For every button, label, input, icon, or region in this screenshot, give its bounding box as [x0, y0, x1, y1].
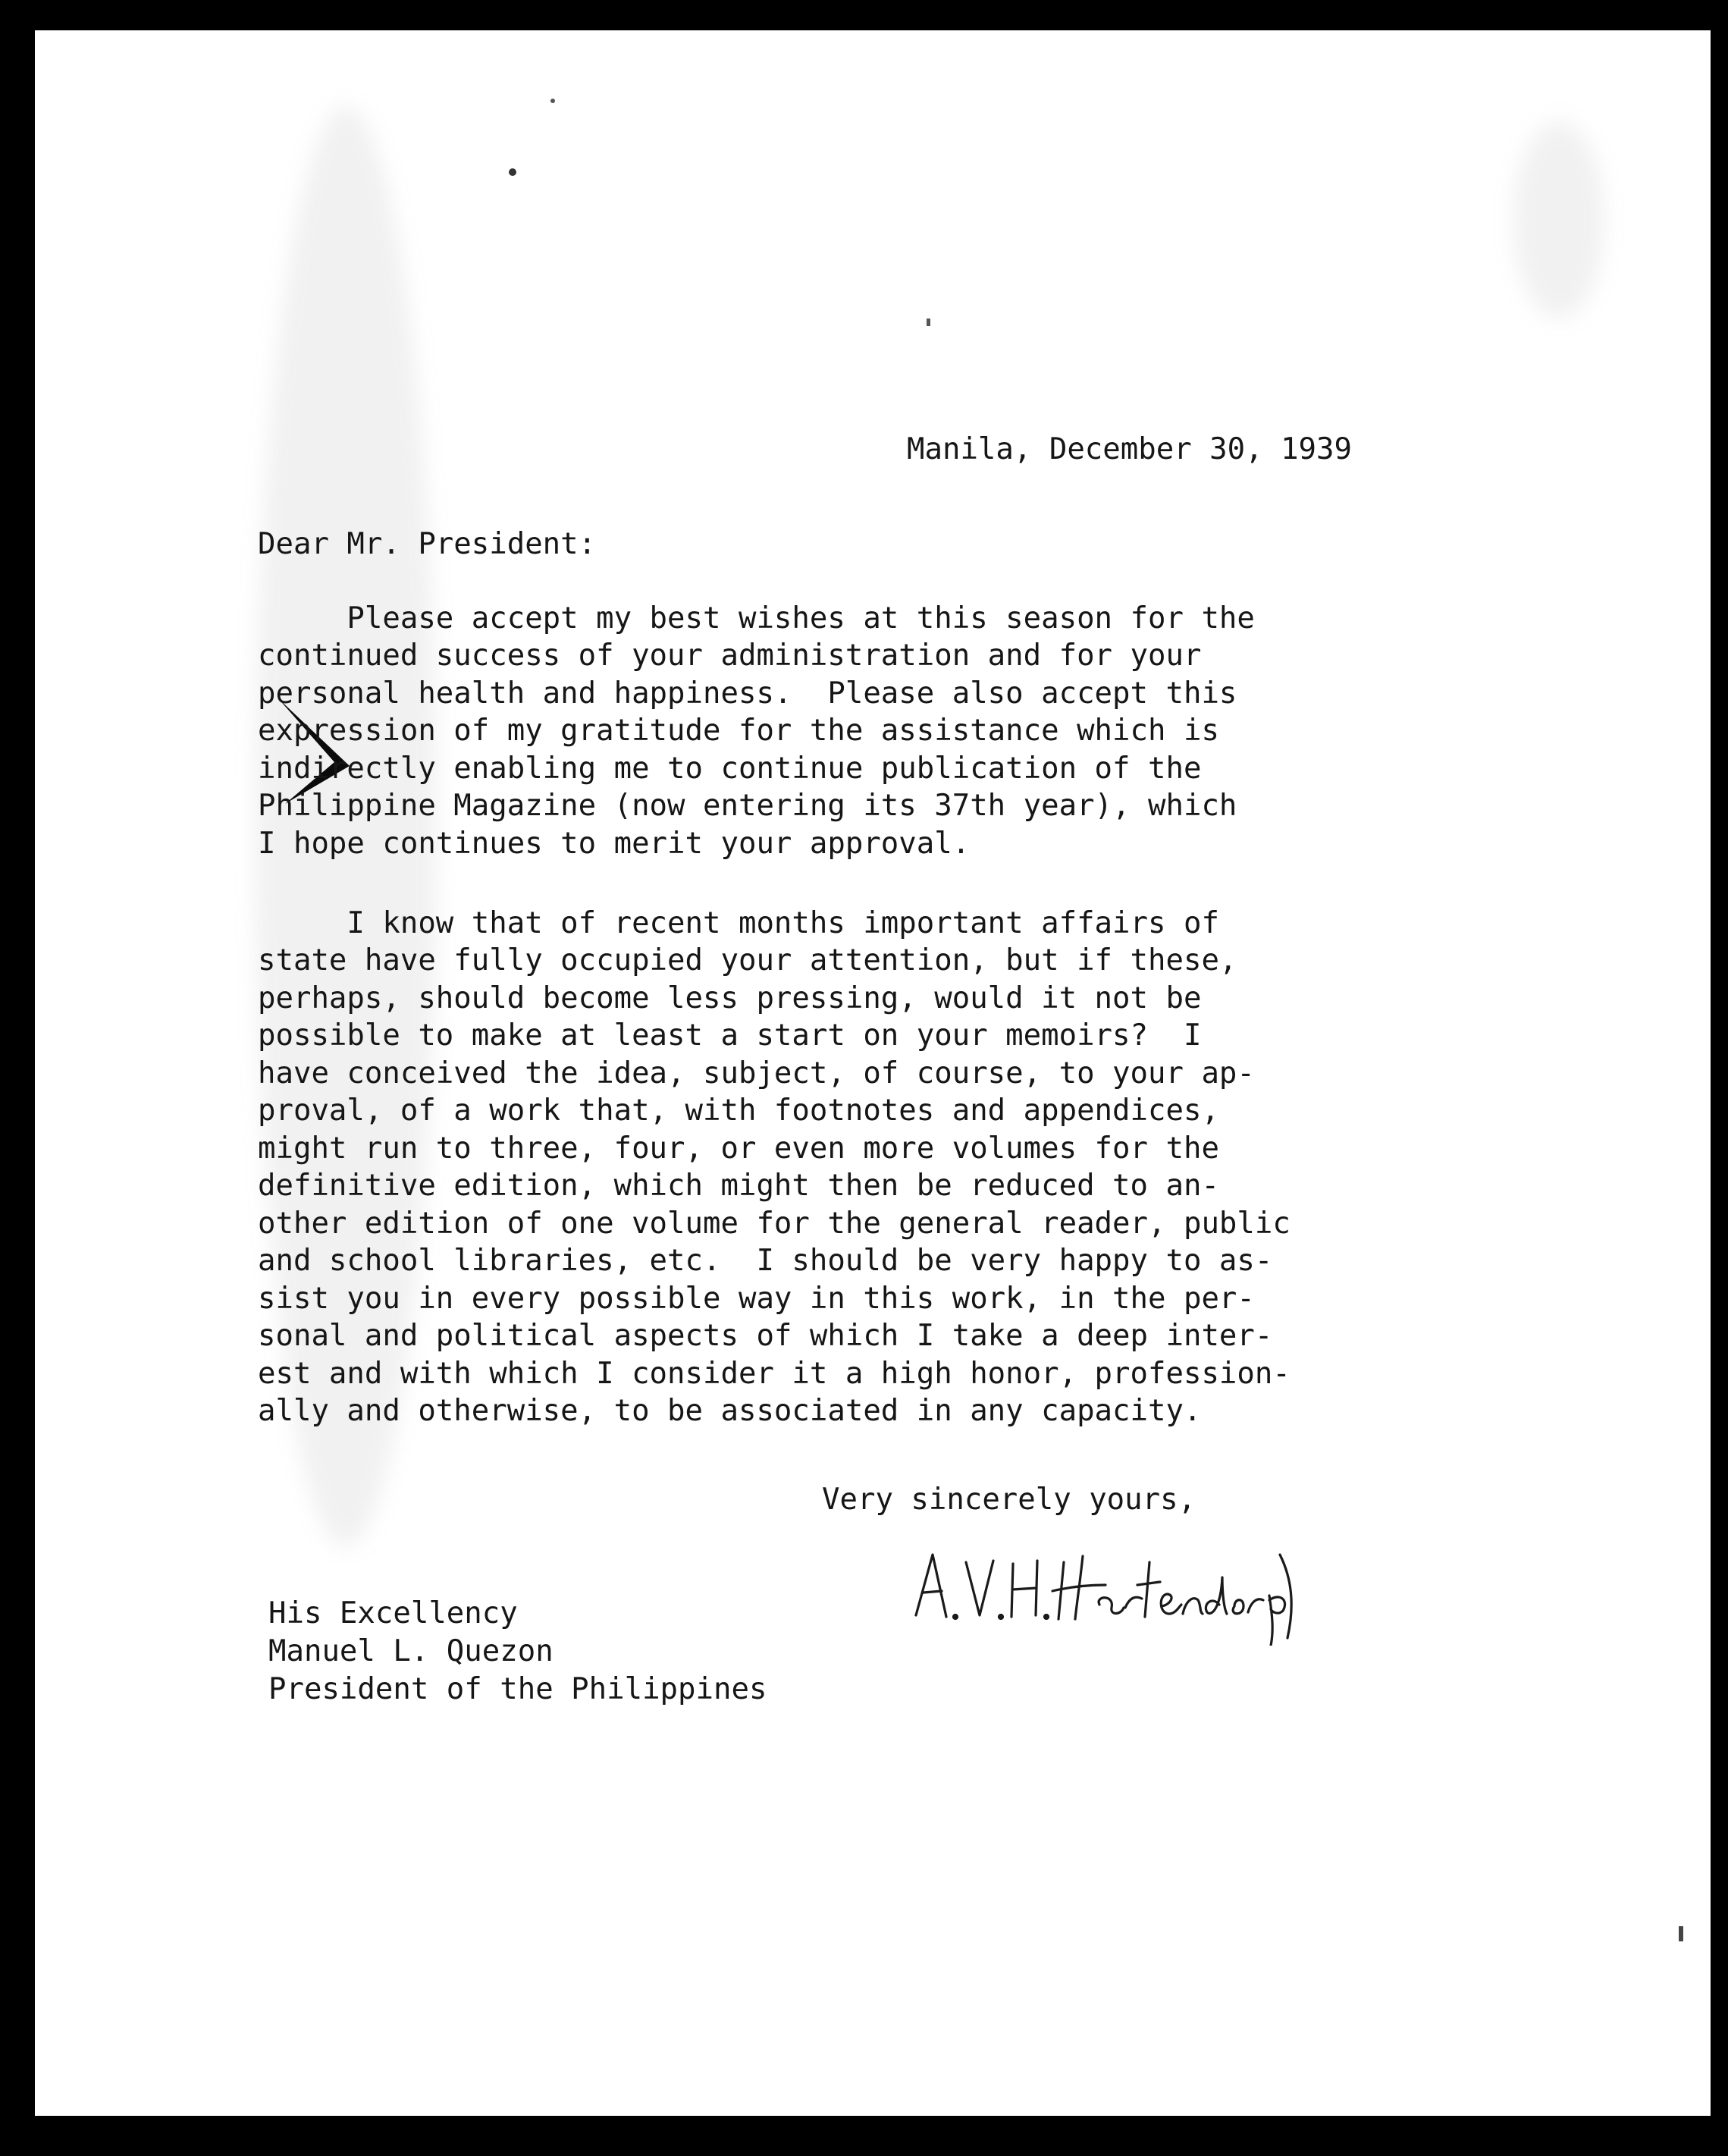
paragraph-line: expression of my gratitude for the assistance which is: [258, 714, 1219, 748]
closing: Very sincerely yours,: [822, 1483, 1196, 1517]
letter-body: [35, 30, 1711, 2116]
paragraph-line: other edition of one volume for the general reader, public: [258, 1207, 1291, 1241]
paragraph-line: est and with which I consider it a high honor, profession-: [258, 1357, 1291, 1391]
paragraph-line: I hope continues to merit your approval.: [258, 827, 971, 861]
paragraph-line: proval, of a work that, with footnotes and appendices,: [258, 1094, 1219, 1128]
salutation: Dear Mr. President:: [258, 527, 597, 561]
addressee-line: Manuel L. Quezon: [268, 1634, 554, 1668]
paragraph-line: have conceived the idea, subject, of course, to your ap-: [258, 1056, 1255, 1091]
addressee-line: President of the Philippines: [268, 1672, 767, 1706]
paragraph-line: and school libraries, etc. I should be very happy to as-: [258, 1244, 1273, 1278]
paragraph-line: personal health and happiness. Please also accept this: [258, 676, 1237, 711]
addressee-line: His Excellency: [268, 1596, 518, 1630]
paragraph-line: sonal and political aspects of which I take a deep inter-: [258, 1319, 1273, 1353]
paragraph-line: Please accept my best wishes at this season for the: [258, 601, 1255, 636]
paragraph-line: ally and otherwise, to be associated in any capacity.: [258, 1394, 1202, 1428]
paragraph-line: sist you in every possible way in this work, in the per-: [258, 1282, 1255, 1316]
paragraph-line: definitive edition, which might then be reduced to an-: [258, 1169, 1219, 1203]
paragraph-line: state have fully occupied your attention, but if these,: [258, 943, 1237, 978]
paragraph-line: continued success of your administration and for your: [258, 639, 1202, 673]
paragraph-line: might run to three, four, or even more volumes for the: [258, 1131, 1219, 1166]
paragraph-line: possible to make at least a start on your memoirs? I: [258, 1018, 1202, 1053]
paragraph-line: I know that of recent months important affairs of: [258, 906, 1219, 940]
handwritten-signature: [901, 1532, 1348, 1646]
paragraph-line: perhaps, should become less pressing, would it not be: [258, 981, 1202, 1015]
paragraph-line: indirectly enabling me to continue publication of the: [258, 752, 1202, 786]
date-line: Manila, December 30, 1939: [907, 432, 1352, 466]
letter-page: [35, 30, 1711, 2116]
paragraph-line: Philippine Magazine (now entering its 37th year), which: [258, 789, 1237, 823]
